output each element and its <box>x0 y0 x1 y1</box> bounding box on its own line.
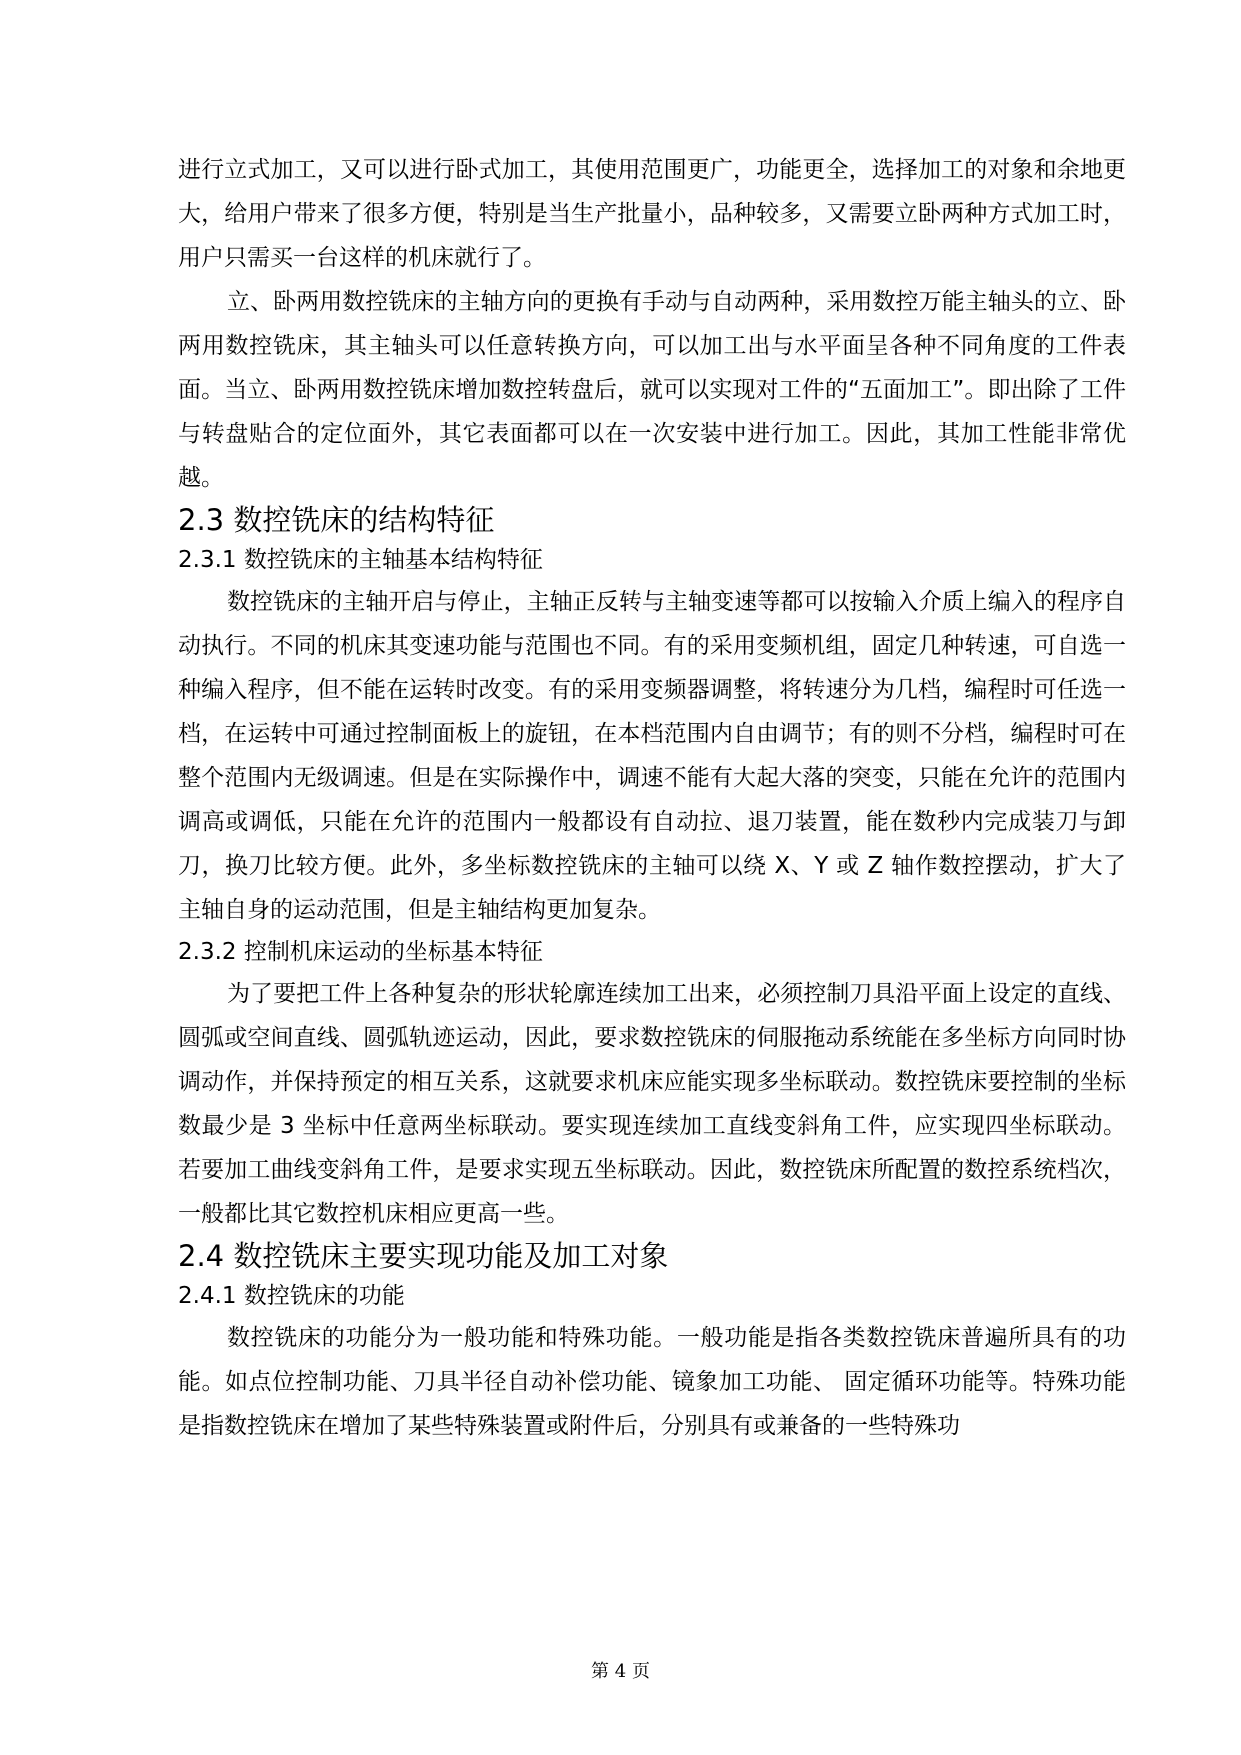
subsection-heading-2-3-1: 2.3.1 数控铣床的主轴基本结构特征 <box>178 547 543 573</box>
paragraph-continuation: 进行立式加工，又可以进行卧式加工，其使用范围更广，功能更全，选择加工的对象和余地更大，给用户带来了很多方便，特别是当生产批量小，品种较多，又需要立卧两种方式加工时，用户只需买一台这样的机床就行了。 <box>178 157 1126 271</box>
page-number: 第 4 页 <box>591 1661 650 1682</box>
subsection-heading-2-3-2: 2.3.2 控制机床运动的坐标基本特征 <box>178 939 543 965</box>
subsection-heading-2-4-1: 2.4.1 数控铣床的功能 <box>178 1283 405 1309</box>
section-heading-2-4: 2.4 数控铣床主要实现功能及加工对象 <box>178 1239 669 1273</box>
document-page <box>178 148 1126 1448</box>
paragraph-coordinate-features: 为了要把工件上各种复杂的形状轮廓连续加工出来，必须控制刀具沿平面上设定的直线、圆弧或空间直线、圆弧轨迹运动，因此，要求数控铣床的伺服拖动系统能在多坐标方向同时协调动作，并保持预定的相互关系，这就要求机床应能实现多坐标联动。数控铣床要控制的坐标数最少是 3 坐标中任意两坐标联动。要实现连续加工直线变斜角工件，应实现四坐标联动。若要加工曲线变斜角工件，是要求实现五坐标联动。因此，数控铣床所配置的数控系统档次，一般都比其它数控机床相应更高一些。 <box>178 981 1126 1227</box>
section-heading-2-3: 2.3 数控铣床的结构特征 <box>178 503 495 537</box>
paragraph-spindle-structure: 数控铣床的主轴开启与停止，主轴正反转与主轴变速等都可以按输入介质上编入的程序自动执行。不同的机床其变速功能与范围也不同。有的采用变频机组，固定几种转速，可自选一种编入程序，但不能在运转时改变。有的采用变频器调整，将转速分为几档，编程时可任选一档，在运转中可通过控制面板上的旋钮，在本档范围内自由调节；有的则不分档，编程时可在整个范围内无级调速。但是在实际操作中，调速不能有大起大落的突变，只能在允许的范围内调高或调低，只能在允许的范围内一般都设有自动拉、退刀装置，能在数秒内完成装刀与卸刀，换刀比较方便。此外，多坐标数控铣床的主轴可以绕 X、Y 或 Z 轴作数控摆动，扩大了主轴自身的运动范围，但是主轴结构更加复杂。 <box>178 589 1126 923</box>
paragraph-milling-functions: 数控铣床的功能分为一般功能和特殊功能。一般功能是指各类数控铣床普遍所具有的功能。如点位控制功能、刀具半径自动补偿功能、镜象加工功能、 固定循环功能等。特殊功能是指数控铣床在增加了某些特殊装置或附件后，分别具有或兼备的一些特殊功 <box>178 1325 1126 1439</box>
paragraph-spindle-direction: 立、卧两用数控铣床的主轴方向的更换有手动与自动两种，采用数控万能主轴头的立、卧两用数控铣床，其主轴头可以任意转换方向，可以加工出与水平面呈各种不同角度的工件表面。当立、卧两用数控铣床增加数控转盘后，就可以实现对工件的“五面加工”。即出除了工件与转盘贴合的定位面外，其它表面都可以在一次安装中进行加工。因此，其加工性能非常优越。 <box>178 289 1126 491</box>
